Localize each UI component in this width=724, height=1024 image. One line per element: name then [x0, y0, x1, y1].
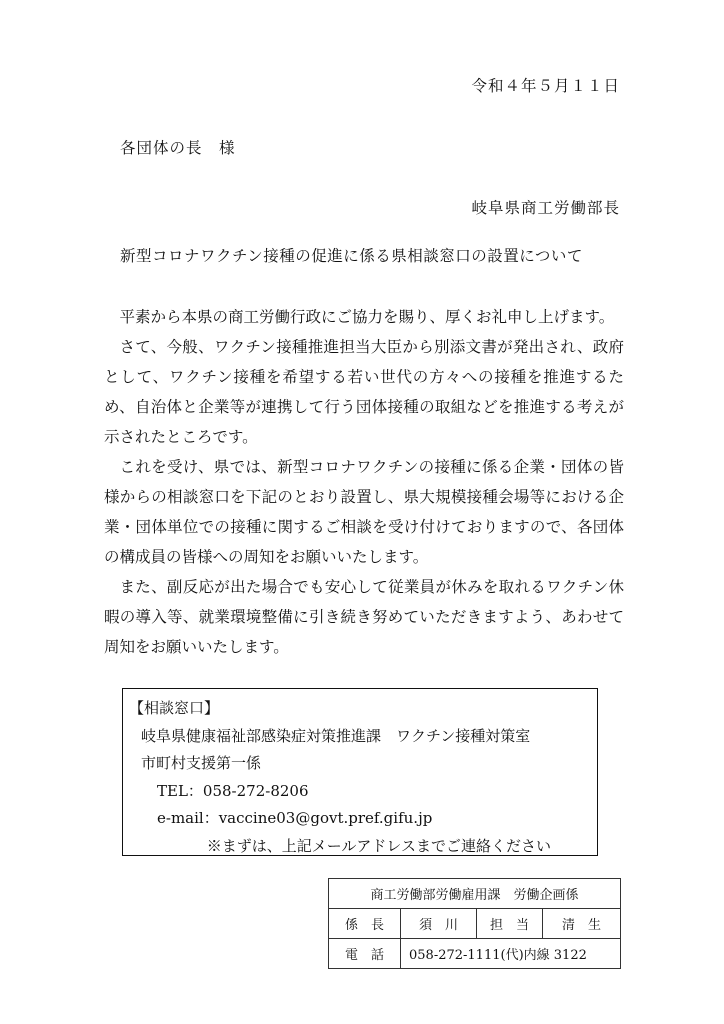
chief-name: 須 川 [401, 909, 477, 939]
body-paragraph: さて、今般、ワクチン接種推進担当大臣から別添文書が発出され、政府として、ワクチン接種を希望する若い世代の方々への接種を推進するため、自治体と企業等が連携して行う団体接種の取組などを推進する考えが示されたところです。 [104, 338, 624, 446]
body-paragraph: これを受け、県では、新型コロナワクチンの接種に係る企業・団体の皆様からの相談窓口を下記のとおり設置し、県大規模接種会場等における企業・団体単位での接種に関するご相談を受け付けておりますので、各団体の構成員の皆様への周知をお願いいたします。 [104, 458, 624, 566]
body-paragraph: また、副反応が出た場合でも安心して従業員が休みを取れるワクチン休暇の導入等、就業環境整備に引き続き努めていただきますよう、あわせて周知をお願いいたします。 [104, 578, 624, 656]
dept-cell: 商工労働部労働雇用課 労働企画係 [329, 879, 621, 909]
recipient: 各団体の長 様 [120, 139, 236, 157]
consultation-heading: 【相談窓口】 [129, 699, 220, 717]
sender: 岐阜県商工労働部長 [471, 199, 620, 217]
consultation-note: ※まずは、上記メールアドレスまでご連絡ください [206, 836, 551, 855]
table-row [329, 939, 621, 969]
table-row [329, 879, 621, 909]
table-row [329, 909, 621, 939]
consultation-email: e-mail：vaccine03@govt.pref.gifu.jp [157, 809, 433, 827]
consultation-section: 市町村支援第一係 [141, 754, 262, 772]
consultation-tel: TEL：058-272-8206 [157, 781, 309, 800]
consultation-box [122, 688, 598, 856]
subject-title: 新型コロナワクチン接種の促進に係る県相談窓口の設置について [120, 247, 583, 265]
contact-table [328, 878, 621, 969]
staff-name: 清 生 [543, 909, 621, 939]
staff-label: 担 当 [477, 909, 543, 939]
phone-label: 電 話 [329, 939, 401, 969]
letter-date: 令和４年５月１１日 [471, 77, 620, 95]
chief-label: 係 長 [329, 909, 401, 939]
letter-body [104, 302, 624, 662]
consultation-org: 岐阜県健康福祉部感染症対策推進課 ワクチン接種対策室 [141, 726, 531, 745]
body-paragraph: 平素から本県の商工労働行政にご協力を賜り、厚くお礼申し上げます。 [119, 308, 615, 326]
phone-value: 058-272-1111(代)内線 3122 [401, 939, 621, 969]
